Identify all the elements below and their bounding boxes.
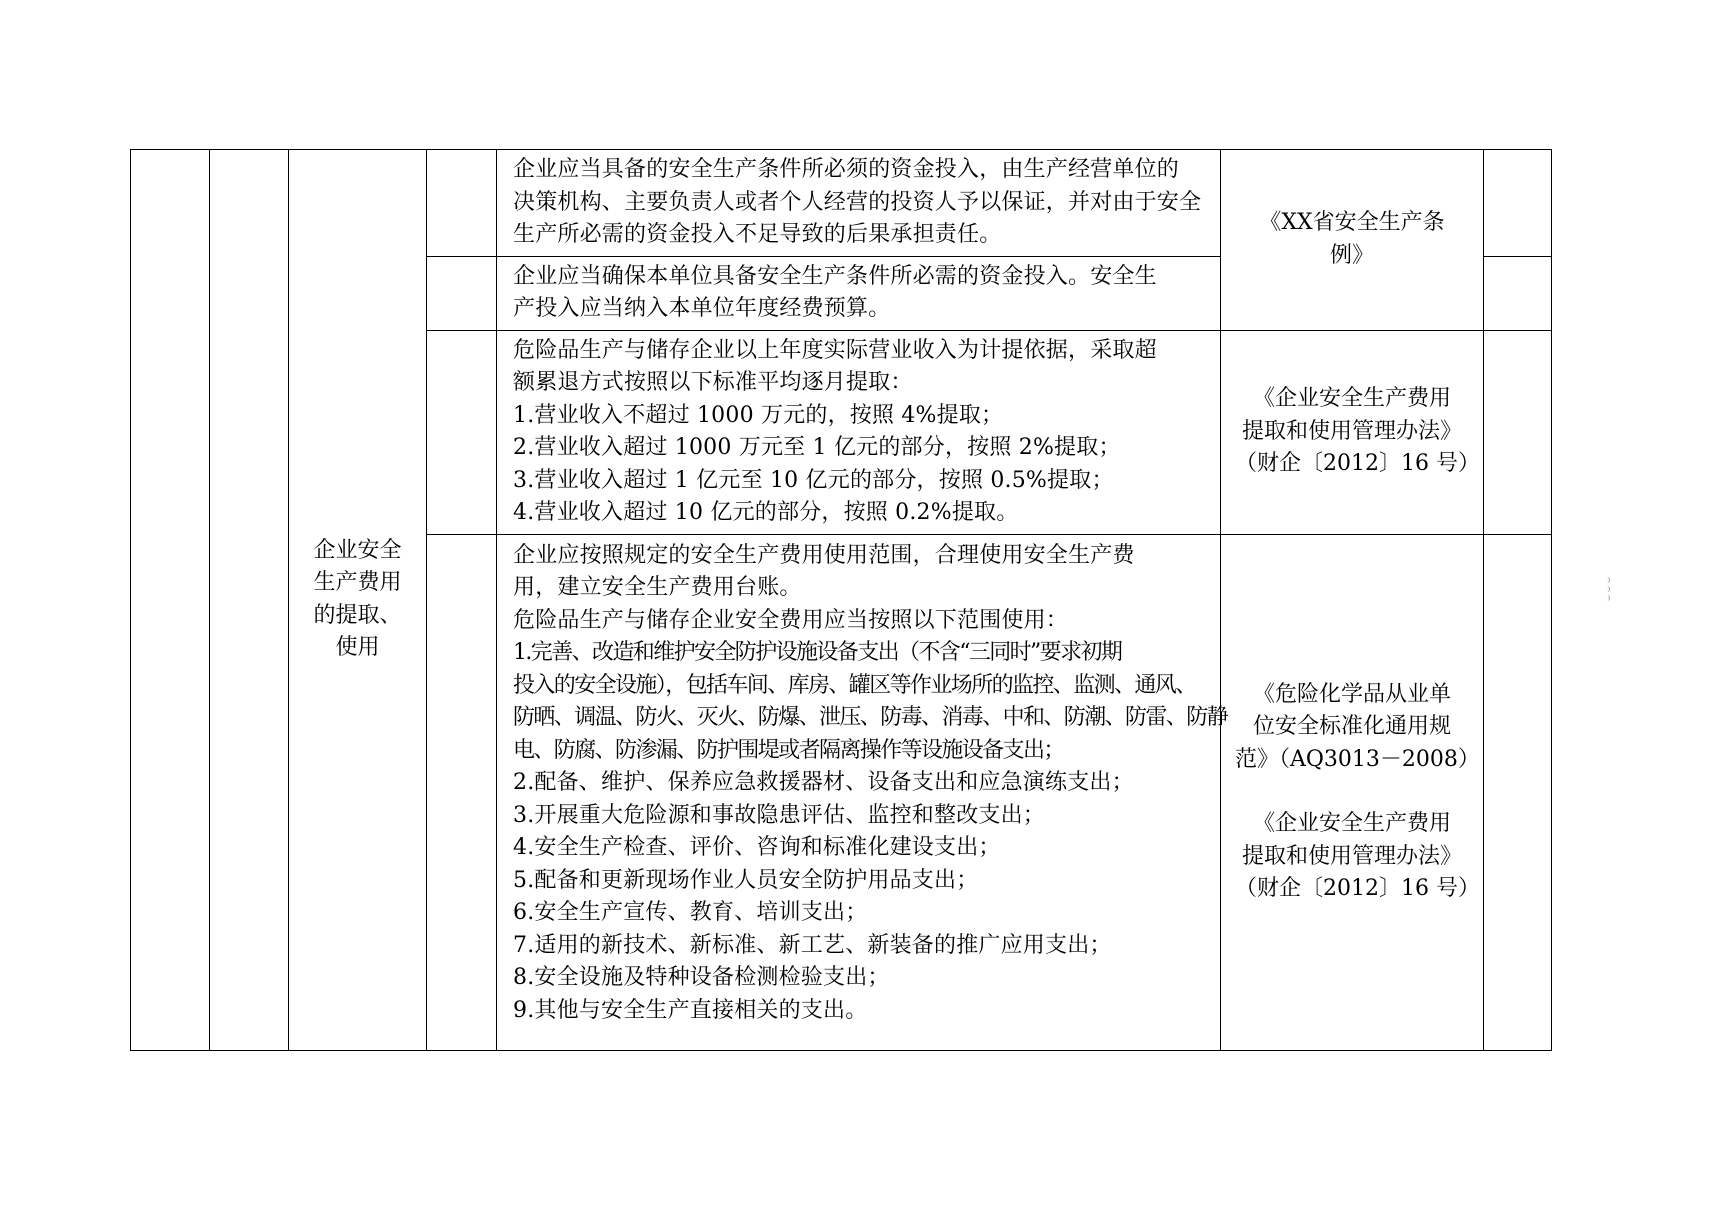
requirement-line: 投入的安全设施），包括车间、库房、罐区等作业场所的监控、监测、通风、 (513, 672, 1196, 698)
requirement-line: 2.营业收入超过 1000 万元至 1 亿元的部分，按照 2%提取； (513, 435, 1121, 460)
law-line: 《企业安全生产费用 (1252, 386, 1451, 412)
empty-cell (1484, 330, 1552, 534)
requirement-line: 3.开展重大危险源和事故隐患评估、监控和整改支出； (513, 802, 1045, 828)
requirement-line: 电、防腐、防渗漏、防护围堤或者隔离操作等设施设备支出； (513, 737, 1064, 763)
law-line: 提取和使用管理办法》 (1241, 418, 1462, 444)
law-reference-cell (1221, 150, 1484, 331)
requirement-cell (497, 150, 1221, 257)
binding-marks (1604, 577, 1614, 601)
requirement-line: 1.营业收入不超过 1000 万元的，按照 4%提取； (513, 402, 1004, 428)
empty-cell (1484, 534, 1552, 1050)
binding-mark (1604, 577, 1610, 583)
requirement-line: 防晒、调温、防火、灭火、防爆、泄压、防毒、消毒、中和、防潮、防雷、防静 (513, 705, 1228, 730)
law-reference-block (1235, 679, 1480, 777)
requirement-cell (497, 330, 1221, 534)
requirement-line: 企业应当确保本单位具备安全生产条件所必需的资金投入。安全生 (513, 263, 1157, 289)
empty-cell (427, 330, 497, 534)
requirement-line: 危险品生产与储存企业以上年度实际营业收入为计提依据，采取超 (513, 337, 1157, 363)
requirement-line: 6.安全生产宣传、教育、培训支出； (513, 900, 868, 925)
law-line: 例》 (1329, 242, 1374, 268)
requirement-cell (497, 256, 1221, 330)
requirement-line: 3.营业收入超过 1 亿元至 10 亿元的部分，按照 0.5%提取； (513, 467, 1114, 493)
empty-cell (427, 256, 497, 330)
requirement-line: 9.其他与安全生产直接相关的支出。 (513, 997, 868, 1023)
topic-line: 的提取、 (313, 602, 402, 628)
requirement-line: 产投入应当纳入本单位年度经费预算。 (513, 296, 891, 321)
topic-line: 生产费用 (313, 570, 402, 596)
requirement-line: 决策机构、主要负责人或者个人经营的投资人予以保证，并对由于安全 (513, 189, 1202, 215)
requirement-line: 企业应按照规定的安全生产费用使用范围，合理使用安全生产费 (513, 542, 1135, 568)
law-reference-block (1235, 808, 1480, 906)
requirement-line: 4.安全生产检查、评价、咨询和标准化建设支出； (513, 835, 1001, 860)
binding-mark (1604, 586, 1610, 592)
requirement-line: 额累退方式按照以下标准平均逐月提取： (513, 370, 913, 395)
requirement-line: 4.营业收入超过 10 亿元的部分，按照 0.2%提取。 (513, 500, 1019, 525)
law-line: 位安全标准化通用规 (1252, 714, 1451, 739)
law-line: （财企〔2012〕16 号） (1235, 451, 1480, 477)
requirement-line: 5.配备和更新现场作业人员安全防护用品支出； (513, 867, 979, 893)
empty-cell (131, 150, 210, 1051)
requirement-line: 8.安全设施及特种设备检测检验支出； (513, 965, 890, 990)
requirement-line: 生产所必需的资金投入不足导致的后果承担责任。 (513, 222, 1002, 247)
topic-line: 使用 (335, 635, 380, 661)
topic-line: 企业安全 (313, 537, 402, 563)
empty-cell (427, 534, 497, 1050)
topic-cell (289, 150, 427, 1051)
requirement-line: 2.配备、维护、保养应急救援器材、设备支出和应急演练支出； (513, 770, 1134, 795)
empty-cell (1484, 256, 1552, 330)
empty-cell (210, 150, 289, 1051)
requirement-line: 7.适用的新技术、新标准、新工艺、新装备的推广应用支出； (513, 932, 1112, 958)
requirement-line: 危险品生产与储存企业安全费用应当按照以下范围使用： (513, 607, 1069, 633)
law-line: 范》（AQ3013－2008） (1235, 746, 1480, 772)
safety-requirements-table (130, 149, 1552, 1051)
requirement-line: 1.完善、改造和维护安全防护设施设备支出（不含“三同时”要求初期 (513, 640, 1122, 665)
law-line: 提取和使用管理办法》 (1241, 843, 1462, 869)
law-reference-cell (1221, 534, 1484, 1050)
empty-cell (427, 150, 497, 257)
spacer (1235, 776, 1469, 808)
law-line: 《XX省安全生产条 (1259, 210, 1445, 236)
requirement-line: 企业应当具备的安全生产条件所必须的资金投入，由生产经营单位的 (513, 157, 1180, 182)
requirement-line: 用，建立安全生产费用台账。 (513, 575, 802, 600)
empty-cell (1484, 150, 1552, 257)
table-row (131, 150, 1552, 257)
binding-mark (1604, 595, 1610, 601)
law-reference-cell (1221, 330, 1484, 534)
law-line: （财企〔2012〕16 号） (1235, 876, 1480, 901)
requirement-cell (497, 534, 1228, 1050)
law-line: 《危险化学品从业单 (1252, 681, 1451, 707)
law-line: 《企业安全生产费用 (1252, 811, 1451, 836)
